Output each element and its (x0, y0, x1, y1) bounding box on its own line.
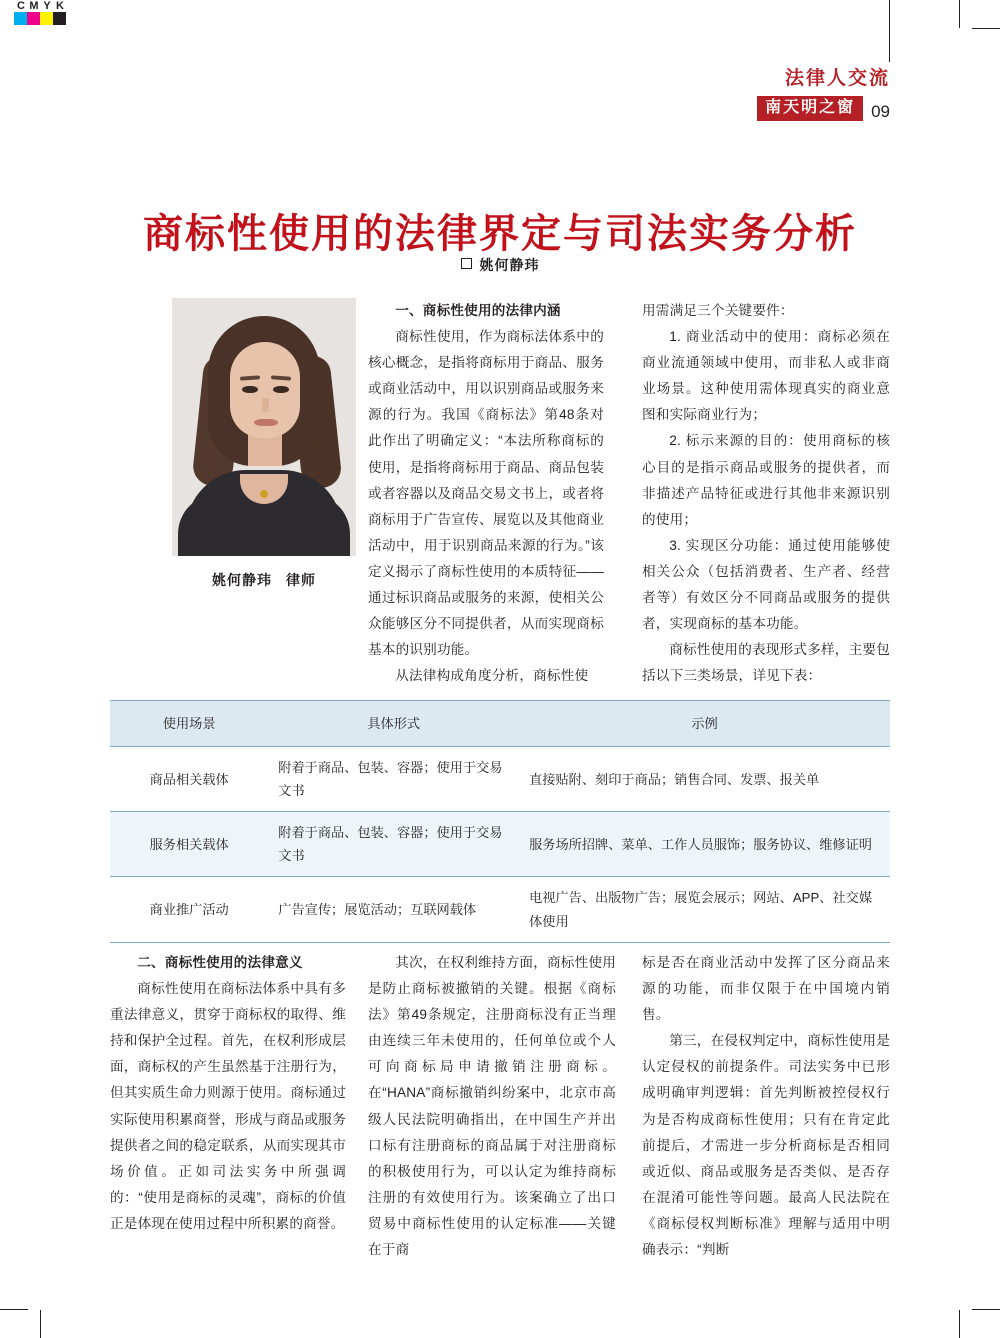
author-name: 姚何静玮 (479, 257, 540, 273)
cell-scene-1: 商品相关载体 (110, 747, 268, 812)
author-photo-block (172, 298, 356, 590)
table-header-example: 示例 (519, 701, 890, 747)
crop-mark-bottom-left-vertical (40, 1310, 41, 1338)
paragraph-right-bottom-1: 第三，在侵权判定中，商标性使用是认定侵权的前提条件。司法实务中已形成明确审判逻辑：首先判断被控侵权行为是否构成商标性使用；只有在肯定此前提后，才需进一步分析商标是否相同或近似、商品或服务是否类似、是否存在混淆可能性等问题。最高人民法院在《商标侵权判断标准》理解与适用中明确表示：“判断 (642, 1033, 890, 1258)
paragraph-right-top-2: 2. 标示来源的目的：使用商标的核心目的是指示商品或服务的提供者，而非描述产品特征或进行其他非来源识别的使用； (642, 433, 890, 527)
usage-scenarios-table (110, 700, 890, 943)
paragraph-right-top-0: 用需满足三个关键要件： (642, 303, 794, 318)
page-header (757, 68, 890, 121)
cell-example-1: 直接贴附、刻印于商品；销售合同、发票、报关单 (519, 747, 890, 812)
header-section-title: 法律人交流 (784, 68, 890, 89)
photo-caption (172, 570, 356, 590)
section-heading-1: 一、商标性使用的法律内涵 (395, 303, 561, 318)
cell-form-2: 附着于商品、包装、容器；使用于交易文书 (268, 812, 519, 877)
column-right-top (642, 298, 890, 689)
table-row (110, 747, 890, 812)
table-header-scene: 使用场景 (110, 701, 268, 747)
cmyk-letter-k: K (56, 0, 65, 12)
crop-mark-bottom-left-horizontal (0, 1309, 28, 1310)
cell-scene-3: 商业推广活动 (110, 877, 268, 942)
paragraph-left-bottom-1: 商标性使用在商标法体系中具有多重法律意义，贯穿于商标权的取得、维持和保护全过程。首先，在权利形成层面，商标权的产生虽然基于注册行为，但其实质生命力则源于使用。商标通过实际使用积累商誉，形成与商品或服务提供者之间的稳定联系，从而实现其市场价值。正如司法实务中所强调的：“使用是商标的灵魂”，商标的价值正是体现在使用过程中所积累的商誉。 (110, 981, 346, 1231)
cell-scene-2: 服务相关载体 (110, 812, 268, 877)
crop-mark-bottom-right-vertical (959, 1310, 960, 1338)
author-portrait (172, 298, 356, 556)
table-row (110, 812, 890, 877)
cmyk-registration-marks (14, 0, 67, 12)
byline-marker-icon (461, 258, 472, 269)
crop-mark-bottom-right-horizontal (972, 1309, 1000, 1310)
header-badge-row (757, 96, 890, 121)
paragraph-right-bottom-0: 标是否在商业活动中发挥了区分商品来源的功能，而非仅限于在中国境内销售。 (642, 955, 890, 1023)
cell-example-2: 服务场所招牌、菜单、工作人员服饰；服务协议、维修证明 (519, 812, 890, 877)
column-middle-bottom (368, 950, 616, 1263)
crop-mark-top-right-horizontal (972, 28, 1000, 29)
cmyk-letter-c: C (17, 0, 26, 12)
table-header-form: 具体形式 (268, 701, 519, 747)
photo-caption-name: 姚何静玮 (212, 572, 272, 588)
paragraph-mid-top-1: 商标性使用，作为商标法体系中的核心概念，是指将商标用于商品、服务或商业活动中，用以识别商品或服务来源的行为。我国《商标法》第48条对此作出了明确定义：“本法所称商标的使用，是指将商标用于商品、商品包装或者容器以及商品交易文书上，或者将商标用于广告宣传、展览以及其他商业活动中，用于识别商品来源的行为。”该定义揭示了商标性使用的本质特征——通过标识商品或服务的来源，使相关公众能够区分不同提供者，从而实现商标基本的识别功能。 (368, 329, 604, 658)
cmyk-letters (14, 0, 67, 12)
article-title: 商标性使用的法律界定与司法实务分析 (143, 211, 857, 256)
cell-form-1: 附着于商品、包装、容器；使用于交易文书 (268, 747, 519, 812)
table-row (110, 877, 890, 942)
cmyk-letter-m: M (29, 0, 40, 12)
table-header-row (110, 701, 890, 747)
header-badge: 南天明之窗 (757, 96, 863, 121)
cmyk-swatches (14, 12, 66, 25)
column-middle-top (368, 298, 604, 689)
column-right-bottom (642, 950, 890, 1263)
section-heading-2: 二、商标性使用的法律意义 (137, 955, 303, 970)
paragraph-right-top-3: 3. 实现区分功能：通过使用能够使相关公众（包括消费者、生产者、经营者等）有效区分不同商品或服务的提供者，实现商标的基本功能。 (642, 537, 890, 632)
byline (0, 255, 1000, 275)
crop-mark-top-right-vertical (959, 0, 960, 28)
cell-form-3: 广告宣传；展览活动；互联网载体 (268, 877, 519, 942)
page-number: 09 (871, 101, 890, 121)
photo-caption-role: 律师 (286, 572, 316, 588)
cell-example-3: 电视广告、出版物广告；展览会展示；网站、APP、社交媒体使用 (519, 877, 890, 942)
column-left-bottom (110, 950, 346, 1237)
paragraph-mid-bottom-0: 其次，在权利维持方面，商标性使用是防止商标被撤销的关键。根据《商标法》第49条规定，注册商标没有正当理由连续三年未使用的，任何单位或个人可向商标局申请撤销注册商标。在“HANA”商标撤销纠纷案中，北京市高级人民法院明确指出，在中国生产并出口标有注册商标的商品属于对注册商标的积极使用行为，可以认定为维持商标注册的有效使用行为。该案确立了出口贸易中商标性使用的认定标准——关键在于商 (368, 955, 616, 1258)
trim-line-right (889, 0, 890, 62)
paragraph-mid-top-2: 从法律构成角度分析，商标性使 (395, 668, 589, 684)
paragraph-right-top-4: 商标性使用的表现形式多样，主要包括以下三类场景，详见下表： (642, 642, 890, 684)
cmyk-letter-y: Y (43, 0, 52, 12)
paragraph-right-top-1: 1. 商业活动中的使用：商标必须在商业流通领域中使用，而非私人或非商业场景。这种使用需体现真实的商业意图和实际商业行为； (642, 329, 890, 423)
